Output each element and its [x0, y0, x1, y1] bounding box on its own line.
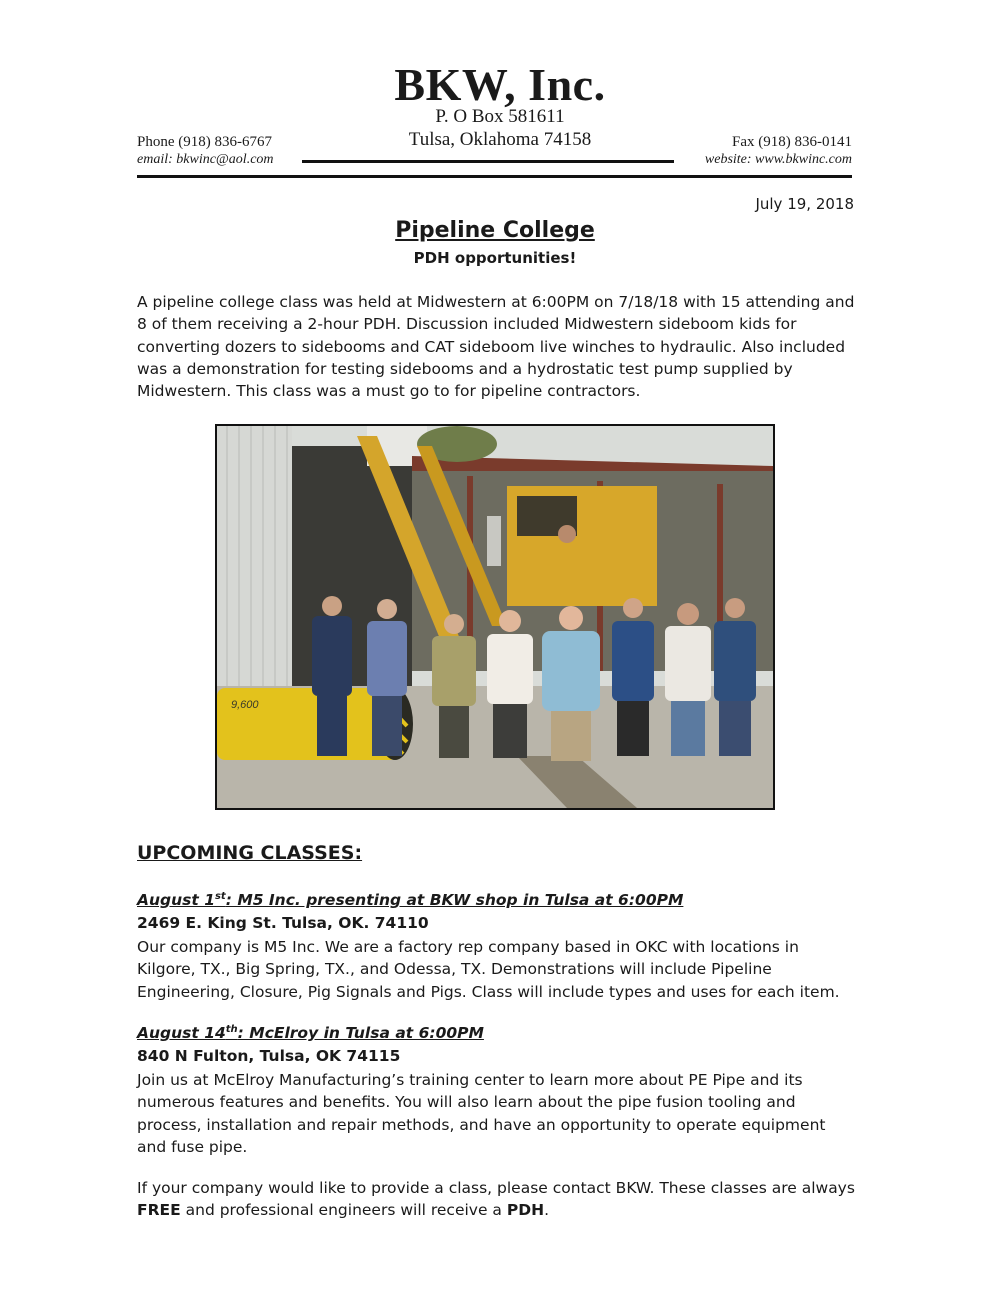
page-title: Pipeline College	[395, 218, 595, 243]
closing-text-3: .	[544, 1201, 549, 1220]
group-photo-illustration	[217, 426, 773, 808]
closing-pdh: PDH	[506, 1201, 545, 1220]
city-address: Tulsa, Oklahoma 74158	[408, 129, 592, 150]
email-address: email: bkwinc@aol.com	[137, 152, 274, 167]
event-1-description: Our company is M5 Inc. We are a factory rep company based in OKC with locations in Kilgore, TX., Big Spring, TX., and Odessa, TX. Demonstrations will include Pipeline Engineering, Closure, Pig Signals and Pigs. Class will include types and uses for each item.	[137, 938, 840, 1001]
event-2-title: : McElroy in Tulsa at 6:00PM	[237, 1024, 484, 1043]
page-subtitle: PDH opportunities!	[413, 249, 577, 267]
closing-text-1: If your company would like to provide a class, please contact BKW. These classes are always	[137, 1179, 855, 1197]
event-1-date-suffix: st	[214, 891, 226, 902]
fax-number: Fax (918) 836-0141	[732, 134, 852, 150]
event-2-date: August 14	[137, 1024, 226, 1043]
event-2-date-suffix: th	[225, 1024, 238, 1035]
event-2-description: Join us at McElroy Manufacturing’s training center to learn more about PE Pipe and its numerous features and benefits. You will also learn about the pipe fusion tooling and process, installation and repair methods, and have an opportunity to operate equipment and fuse pipe.	[137, 1071, 826, 1156]
header-rule-short	[302, 160, 674, 163]
intro-paragraph: A pipeline college class was held at Midwestern at 6:00PM on 7/18/18 with 15 attending and 8 of them receiving a 2-hour PDH. Discussion included Midwestern sideboom kids for converting dozers to sidebooms and CAT sideboom live winches to hydraulic. Also included was a demonstration for testing sidebooms and a hydrostatic test pump supplied by Midwestern. This class was a must go to for pipeline contractors.	[137, 293, 855, 401]
po-box: P. O Box 581611	[435, 106, 565, 127]
closing-text-2: and professional engineers will receive a	[180, 1201, 507, 1220]
upcoming-classes-heading: UPCOMING CLASSES:	[137, 842, 363, 864]
group-photo	[215, 424, 775, 810]
event-1-title: : M5 Inc. presenting at BKW shop in Tulsa at 6:00PM	[225, 891, 684, 910]
event-2-address: 840 N Fulton, Tulsa, OK 74115	[137, 1047, 401, 1065]
pipe-label: 9,600	[231, 699, 259, 711]
phone-number: Phone (918) 836-6767	[137, 134, 272, 150]
event-2-heading	[137, 1024, 484, 1042]
event-1-heading	[137, 891, 683, 909]
closing-free: FREE	[137, 1201, 181, 1220]
closing-paragraph	[137, 1177, 857, 1222]
event-1-address: 2469 E. King St. Tulsa, OK. 74110	[137, 914, 429, 932]
event-1-date: August 1	[137, 891, 215, 910]
company-name: BKW, Inc.	[394, 59, 606, 110]
header-rule-long	[137, 175, 852, 178]
website-address: website: www.bkwinc.com	[704, 152, 852, 167]
letter-date: July 19, 2018	[755, 195, 854, 213]
